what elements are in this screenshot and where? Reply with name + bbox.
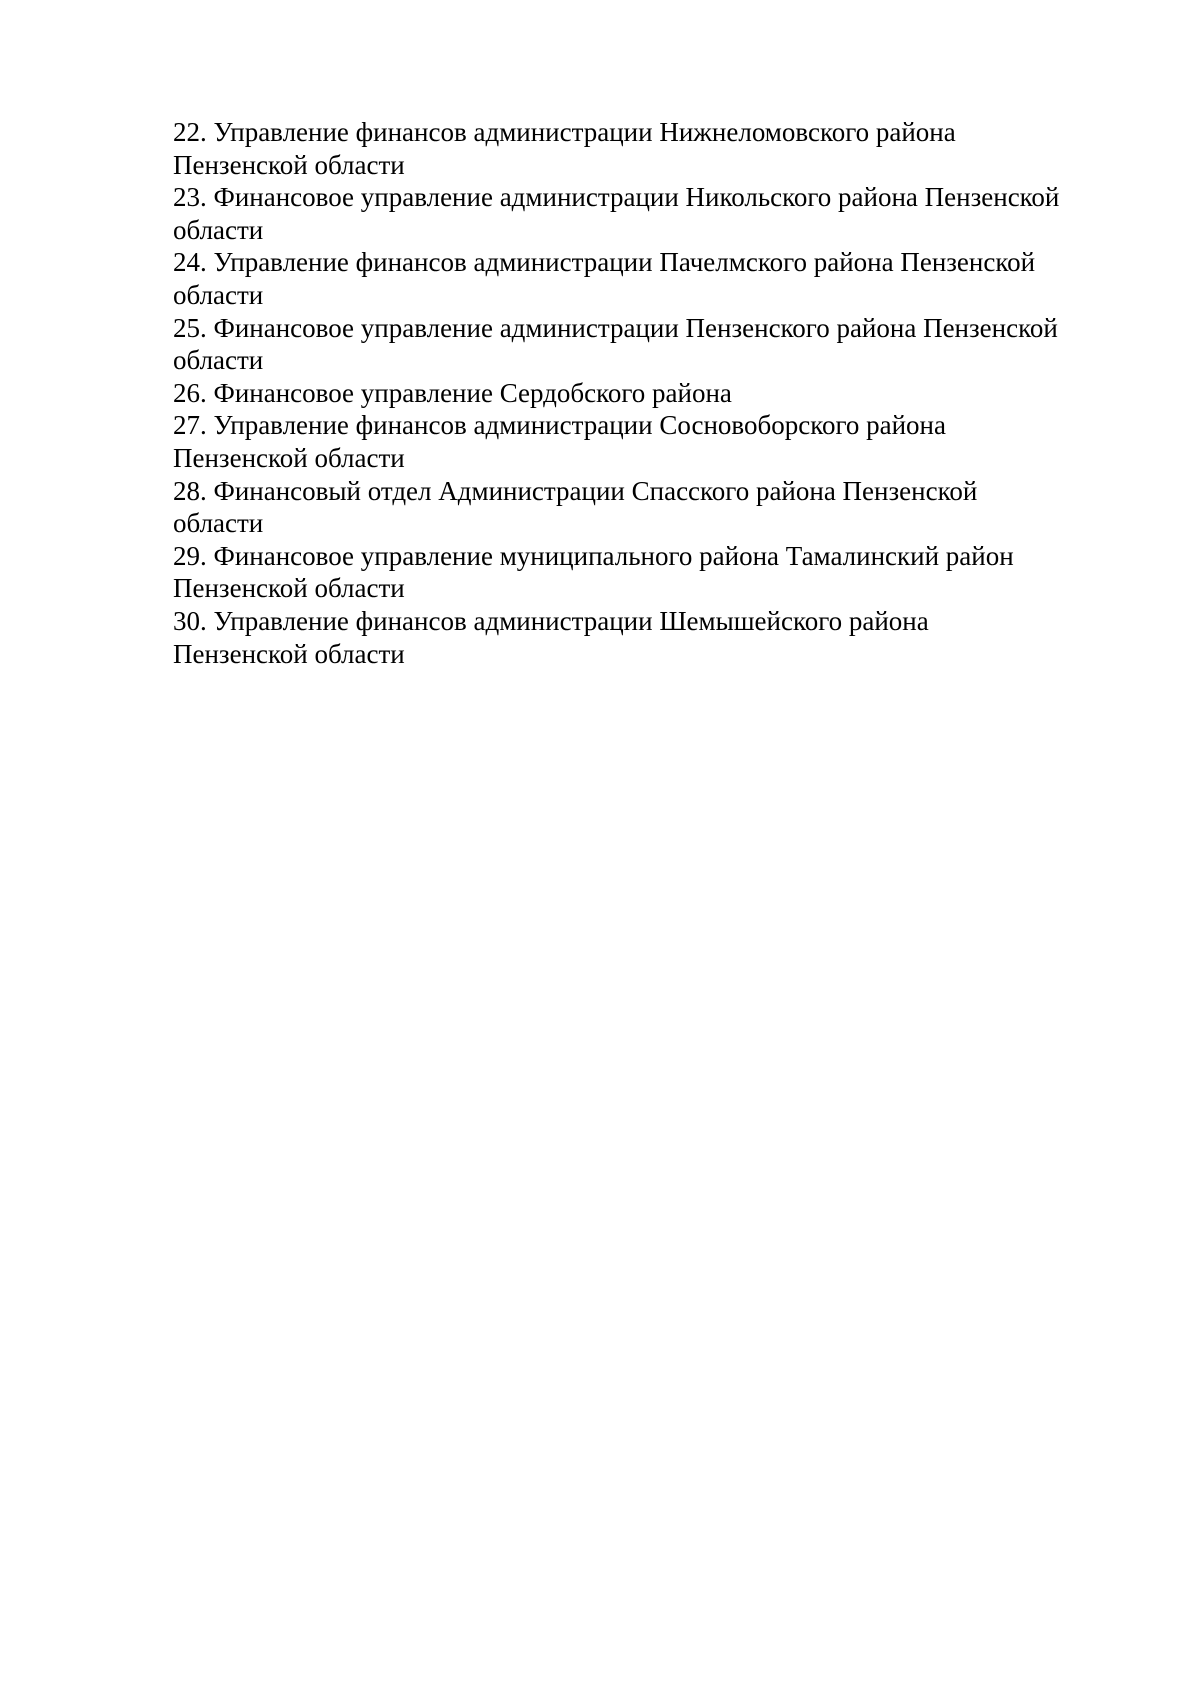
list-item-text: 26. Финансовое управление Сердобского района bbox=[173, 377, 732, 408]
list-item-text: 29. Финансовое управление муниципального района Тамалинский район bbox=[173, 540, 1014, 571]
list-item-24 bbox=[173, 246, 1123, 311]
list-item-text: 22. Управление финансов администрации Нижнеломовского района bbox=[173, 117, 956, 147]
list-item-text: 25. Финансовое управление администрации Пензенского района Пензенской bbox=[173, 312, 1058, 343]
list-item-text: 30. Управление финансов администрации Шемышейского района bbox=[173, 605, 929, 636]
list-item-text: 28. Финансовый отдел Администрации Спасского района Пензенской bbox=[173, 475, 978, 506]
list-item-text: 27. Управление финансов администрации Сосновоборского района bbox=[173, 410, 946, 441]
list-item-text-continued: Пензенской области bbox=[173, 442, 405, 473]
list-item-23 bbox=[173, 181, 1123, 246]
list-item-28 bbox=[173, 475, 1123, 540]
list-item-text-continued: Пензенской области bbox=[173, 638, 405, 669]
list-item-27 bbox=[173, 409, 1123, 474]
list-item-29 bbox=[173, 540, 1123, 605]
list-item-25 bbox=[173, 312, 1123, 377]
list-item-text: 24. Управление финансов администрации Пачелмского района Пензенской bbox=[173, 247, 1036, 278]
list-item-22 bbox=[173, 116, 1123, 181]
list-item-text-continued: области bbox=[173, 214, 264, 245]
list-item-text-continued: Пензенской области bbox=[173, 149, 405, 180]
list-item-30 bbox=[173, 605, 1123, 670]
list-item-text: 23. Финансовое управление администрации Никольского района Пензенской bbox=[173, 182, 1060, 213]
finance-authorities-list bbox=[173, 116, 1123, 670]
list-item-text-continued: Пензенской области bbox=[173, 573, 405, 604]
list-item-26 bbox=[173, 377, 1123, 410]
list-item-text-continued: области bbox=[173, 345, 264, 376]
list-item-text-continued: области bbox=[173, 508, 264, 539]
list-item-text-continued: области bbox=[173, 279, 264, 310]
